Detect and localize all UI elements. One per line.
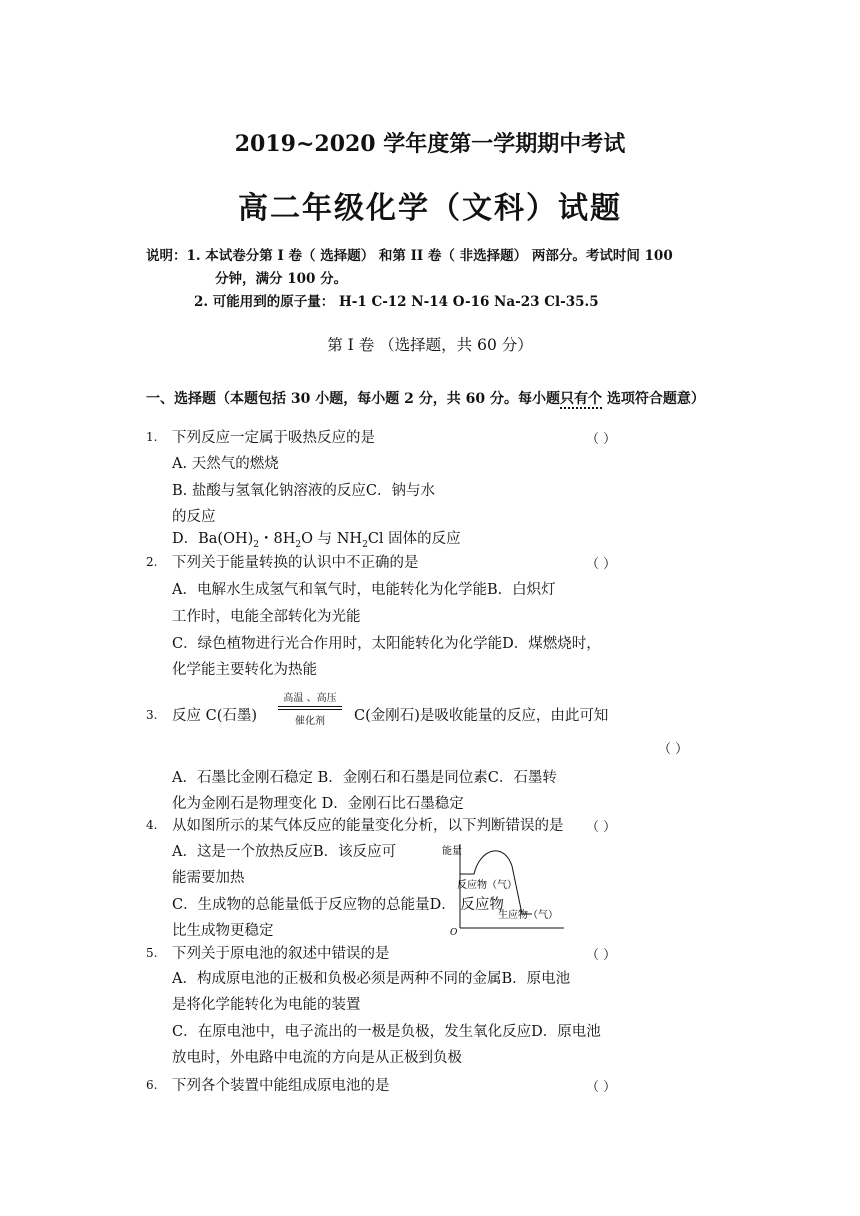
question-stem: 下列各个装置中能组成原电池的是 [172, 1078, 390, 1094]
option-line: C．生成物的总能量低于反应物的总能量D． 反应物 [172, 897, 504, 913]
option-line: 化学能主要转化为热能 [172, 662, 317, 678]
y-axis-label: 能量 [442, 846, 462, 857]
option-a: A. 天然气的燃烧 [172, 456, 279, 472]
question-number: 3. [146, 708, 158, 722]
option-line: 工作时，电能全部转化为光能 [172, 609, 361, 625]
arrow-condition-top: 高温 、高压 [283, 693, 337, 704]
instruction-line-1: 说明：1. 本试卷分第 I 卷（ 选择题） 和第 II 卷（ 非选择题） 两部分。考试时间 100 [146, 248, 673, 264]
energy-diagram [440, 838, 570, 936]
question-number: 4. [146, 818, 158, 832]
answer-parentheses: （ ） [586, 948, 617, 963]
question-stem: 下列反应一定属于吸热反应的是 [172, 430, 375, 446]
option-line: 比生成物更稳定 [172, 923, 274, 939]
question-stem: 从如图所示的某气体反应的能量变化分析，以下判断错误的是 [172, 818, 564, 834]
answer-parentheses: （ ） [586, 820, 617, 835]
answer-parentheses: （ ） [658, 742, 689, 757]
instruction-line-3: 2. 可能用到的原子量： H-1 C-12 N-14 O-16 Na-23 Cl-35.5 [194, 294, 599, 310]
part-heading-after: 选项符合题意） [601, 391, 705, 407]
product-label: 生应物（气） [498, 910, 558, 921]
origin-label: O [450, 928, 458, 936]
instruction-line-2: 分钟，满分 100 分。 [215, 271, 348, 287]
option-line: 是将化学能转化为电能的装置 [172, 997, 361, 1013]
arrow-line [278, 706, 342, 710]
answer-parentheses: （ ） [586, 432, 617, 447]
question-number: 1. [146, 430, 158, 444]
option-b: B. 盐酸与氢氧化钠溶液的反应C．钠与水 [172, 483, 435, 499]
option-line: A．电解水生成氢气和氧气时，电能转化为化学能B．白炽灯 [172, 582, 556, 598]
option-b-cont: 的反应 [172, 509, 216, 525]
option-line: C．在原电池中，电子流出的一极是负极，发生氧化反应D．原电池 [172, 1024, 601, 1040]
part-heading [146, 388, 705, 408]
part-heading-emphasis: 只有个 [559, 391, 602, 407]
option-line: 化为金刚石是物理变化 D．金刚石比石墨稳定 [172, 796, 464, 812]
subject-title: 高二年级化学（文科）试题 [238, 191, 622, 226]
arrow-condition-bottom: 催化剂 [295, 716, 325, 727]
part-heading-before: 一、选择题（本题包括 30 小题，每小题 2 分，共 60 分。每小题 [146, 391, 560, 407]
exam-title: 2019~2020 学年度第一学期期中考试 [234, 131, 626, 157]
answer-parentheses: （ ） [586, 557, 617, 572]
option-line: C．绿色植物进行光合作用时，太阳能转化为化学能D．煤燃烧时， [172, 636, 601, 652]
option-line: A．这是一个放热反应B．该反应可 [172, 844, 397, 860]
answer-parentheses: （ ） [586, 1080, 617, 1095]
option-line: A．石墨比金刚石稳定 B．金刚石和石墨是同位素C．石墨转 [172, 770, 557, 786]
question-number: 5. [146, 946, 158, 960]
reactant-label: 反应物（气） [457, 880, 517, 891]
section-title: 第 I 卷 （选择题，共 60 分） [327, 336, 533, 354]
question-stem-after: C(金刚石)是吸收能量的反应，由此可知 [354, 708, 609, 724]
question-stem: 下列关于能量转换的认识中不正确的是 [172, 555, 419, 571]
option-line: A．构成原电池的正极和负极必须是两种不同的金属B．原电池 [172, 971, 571, 987]
option-line: 放电时，外电路中电流的方向是从正极到负极 [172, 1050, 462, 1066]
option-line: 能需要加热 [172, 870, 245, 886]
question-stem-before: 反应 C(石墨) [172, 708, 258, 724]
question-number: 6. [146, 1078, 158, 1092]
option-d: D．$Ba(OH)_2$・$8H_2O$ 与 $NH_2Cl$ 固体的反应 [172, 531, 461, 550]
question-stem: 下列关于原电池的叙述中错误的是 [172, 946, 390, 962]
reaction-arrow [278, 689, 342, 727]
question-number: 2. [146, 555, 158, 569]
